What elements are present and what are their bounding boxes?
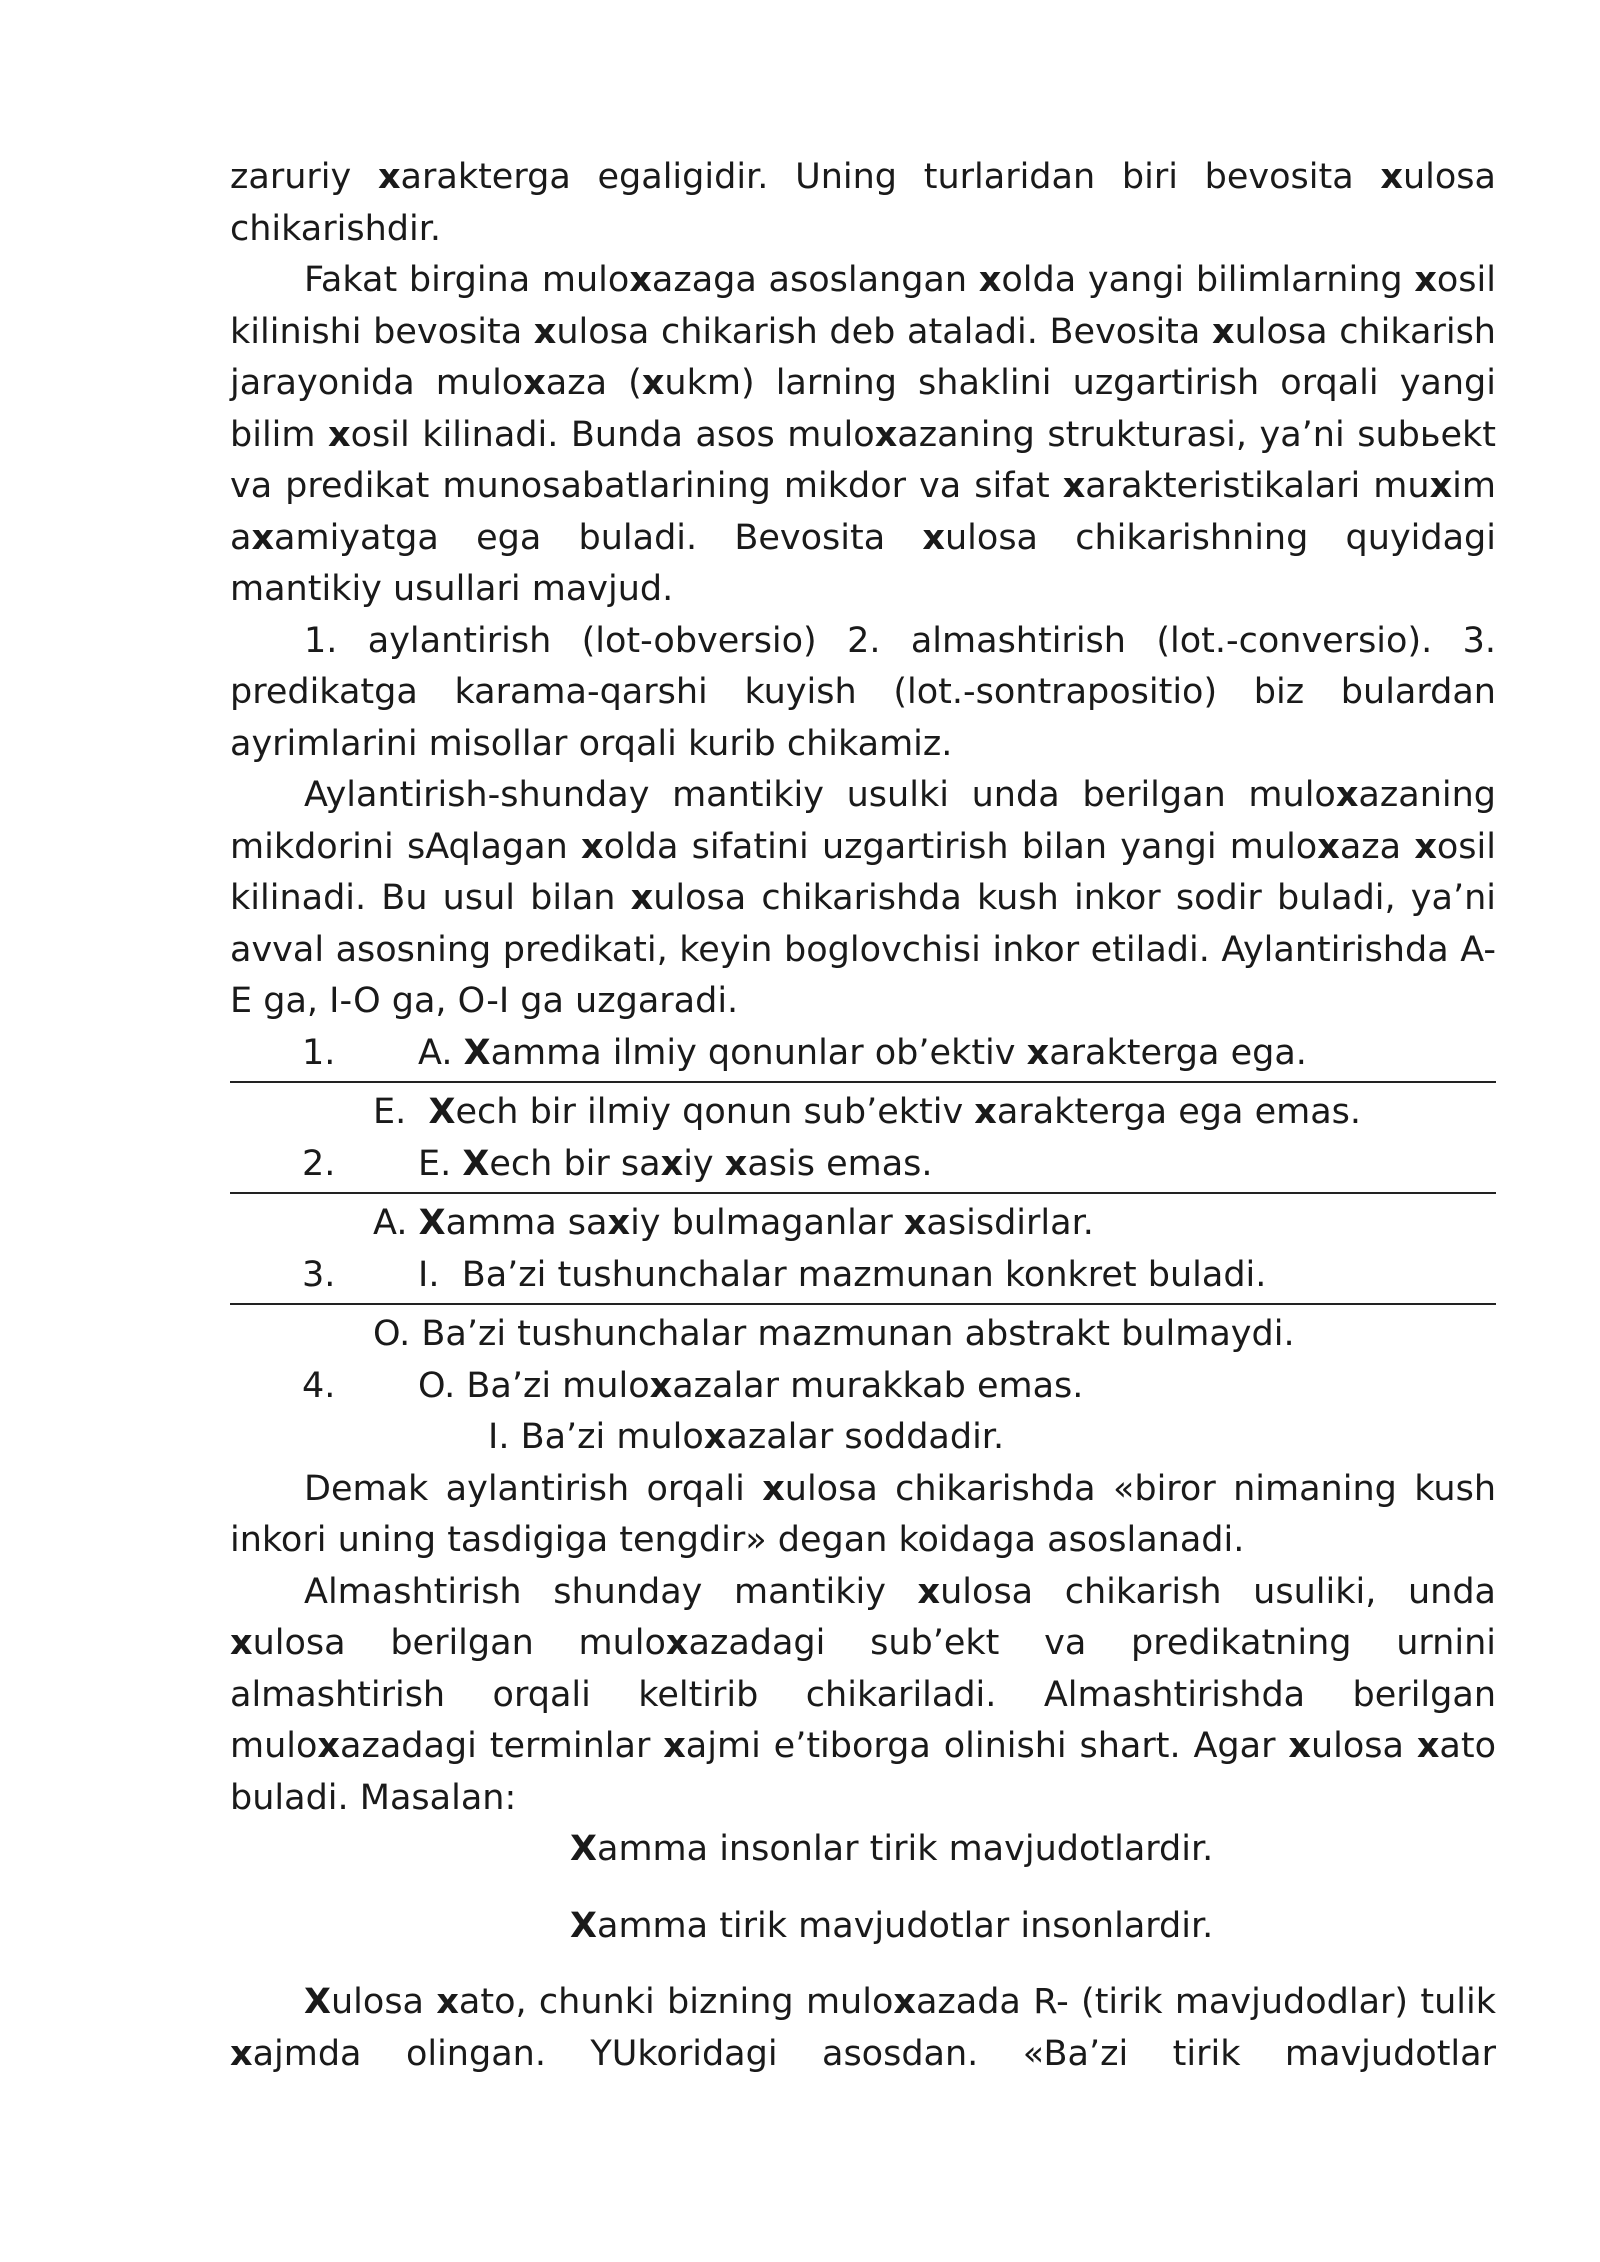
bold-letter: x (917, 1571, 941, 1612)
example-number: 1. (302, 1032, 336, 1073)
example-conclusion: I. Ba’zi muloxazalar soddadir. (488, 1417, 1005, 1457)
bold-letter: X (462, 1143, 490, 1184)
bold-letter: x (1380, 157, 1403, 197)
bold-letter: x (903, 1203, 927, 1243)
bold-letter: x (1416, 1726, 1440, 1766)
bold-letter: x (1211, 311, 1235, 352)
bold-letter: X (418, 1203, 446, 1243)
bold-letter: x (1288, 1726, 1311, 1766)
divider-line (230, 1192, 1496, 1194)
bold-letter: x (1414, 826, 1437, 867)
example-sentence-1: Xamma insonlar tirik mavjudotlardir. (570, 1829, 1214, 1869)
bold-letter: x (581, 826, 604, 867)
example-conclusion: E. Xech bir ilmiy qonun sub’ektiv xarakterga ega emas. (373, 1092, 1362, 1132)
bold-letter: x (533, 311, 557, 352)
bold-letter: x (607, 1203, 631, 1243)
example-number: 4. (302, 1365, 336, 1406)
bold-letter: x (703, 1417, 727, 1457)
example-premise: E. Xech bir saxiy xasis emas. (418, 1143, 933, 1184)
bold-letter: X (428, 1092, 456, 1132)
example-sentence-2: Xamma tirik mavjudotlar insonlardir. (570, 1905, 1214, 1946)
paragraph-6: Almashtirish shunday mantikiy xulosa chikarish usuliki, unda xulosa berilgan muloxazadagi sub’ekt va predikatning urnini almashtirish orqali keltirib chikariladi. Almashtirishda berilgan muloxazadagi terminlar xajmi e’tiborga olinishi shart. Agar xulosa xato buladi. Masalan: (230, 1571, 1496, 1818)
paragraph-4: Aylantirish-shunday mantikiy usulki unda berilgan muloxazaning mikdorini sAqlagan xolda sifatini uzgartirish bilan yangi muloxaza xosil kilinadi. Bu usul bilan xulosa chikarishda kush inkor sodir buladi, ya’ni avval asosning predikati, keyin boglovchisi inkor etiladi. Aylantirishda A-E ga, I-O ga, O-I ga uzgaradi. (230, 775, 1496, 1021)
example-number: 3. (302, 1254, 336, 1295)
divider-line (230, 1303, 1496, 1305)
paragraph-5: Demak aylantirish orqali xulosa chikarishda «biror nimaning kush inkori uning tasdigiga tengdir» degan koidaga asoslanadi. (230, 1468, 1496, 1560)
bold-letter: x (1026, 1032, 1050, 1073)
example-3 (230, 1250, 1496, 1361)
example-premise: I. Ba’zi tushunchalar mazmunan konkret buladi. (418, 1254, 1267, 1295)
bold-letter: x (317, 1726, 340, 1766)
paragraph-2: Fakat birgina muloxazaga asoslangan xolda yangi bilimlarning xosil kilinishi bevosita xulosa chikarish deb ataladi. Bevosita xulosa chikarish jarayonida muloxaza (xukm) larning shaklini uzgartirish orqali yangi bilim xosil kilinadi. Bunda asos muloxazaning strukturasi, ya’ni subьekt va predikat munosabatlarining mikdor va sifat xarakteristikalari muxim axamiyatga ega buladi. Bevosita xulosa chikarishning quyidagi mantikiy usullari mavjud. (230, 260, 1496, 609)
example-conclusion: A. Xamma saxiy bulmaganlar xasisdirlar. (373, 1203, 1094, 1243)
example-conclusion: O. Ba’zi tushunchalar mazmunan abstrakt bulmaydi. (373, 1314, 1295, 1354)
example-number: 2. (302, 1143, 336, 1184)
bold-letter: x (922, 517, 945, 558)
bold-letter: x (251, 517, 275, 558)
example-2 (230, 1139, 1496, 1250)
example-1 (230, 1028, 1496, 1139)
example-premise: O. Ba’zi muloxazalar murakkab emas. (418, 1365, 1084, 1406)
bold-letter: X (570, 1829, 597, 1869)
bold-letter: x (436, 1982, 459, 2022)
bold-letter: x (665, 1623, 689, 1663)
bold-letter: x (978, 260, 1002, 300)
bold-letter: x (663, 1726, 686, 1766)
bold-letter: x (1429, 466, 1453, 506)
bold-letter: x (974, 1092, 997, 1132)
paragraph-7: Xulosa xato, chunki bizning muloxazada R- (tirik mavjudodlar) tulik xajmda olingan. YUkoridagi asosdan. «Ba’zi tirik mavjudotlar (230, 1982, 1496, 2074)
bold-letter: x (630, 878, 654, 918)
example-4 (230, 1361, 1496, 1464)
bold-letter: x (649, 1365, 673, 1406)
bold-letter: x (1335, 775, 1359, 815)
bold-letter: X (304, 1982, 331, 2022)
bold-letter: x (230, 1623, 253, 1663)
bold-letter: x (762, 1468, 785, 1509)
bold-letter: x (1062, 466, 1086, 506)
bold-letter: x (230, 2033, 253, 2074)
paragraph-1: zaruriy xarakterga egaligidir. Uning turlaridan biri bevosita xulosa chikarishdir. (230, 157, 1496, 249)
bold-letter: x (893, 1982, 916, 2022)
divider-line (230, 1081, 1496, 1083)
bold-letter: x (641, 363, 665, 403)
bold-letter: x (874, 414, 898, 455)
bold-letter: X (463, 1032, 491, 1073)
bold-letter: x (1414, 260, 1437, 300)
bold-letter: x (328, 414, 351, 455)
bold-letter: X (570, 1905, 597, 1946)
bold-letter: x (523, 363, 546, 403)
bold-letter: x (629, 260, 652, 300)
document-page (230, 152, 1496, 2080)
bold-letter: x (377, 157, 401, 197)
bold-letter: x (660, 1143, 684, 1184)
bold-letter: x (1317, 826, 1340, 867)
bold-letter: x (724, 1143, 748, 1184)
example-premise: A. Xamma ilmiy qonunlar ob’ektiv xarakterga ega. (418, 1032, 1307, 1073)
paragraph-3: 1. aylantirish (lot-obversio) 2. almashtirish (lot.-conversio). 3. predikatga karama-qarshi kuyish (lot.-sontrapositio) biz bulardan ayrimlarini misollar orqali kurib chikamiz. (230, 620, 1496, 764)
